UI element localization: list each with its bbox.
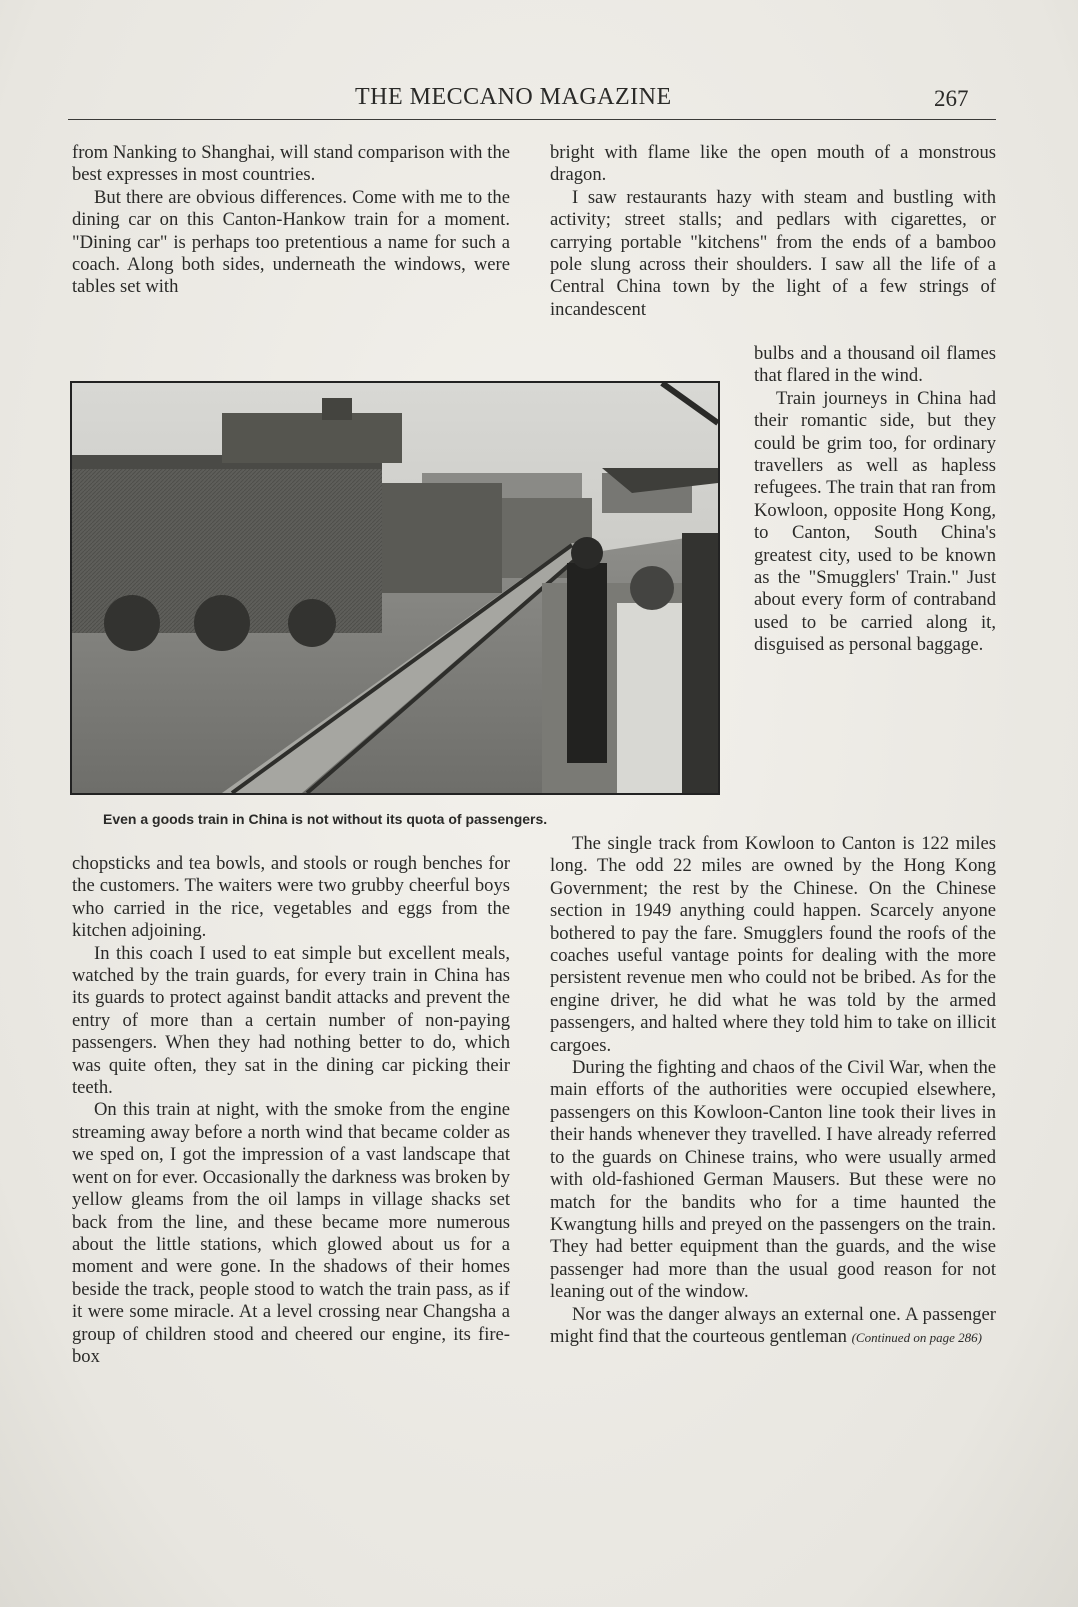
left-column-bottom [72, 853, 510, 1368]
paragraph-text: Nor was the danger always an external one. A passenger might find that the courteous gentleman [550, 1303, 996, 1347]
photo-caption: Even a goods train in China is not without its quota of passengers. [103, 811, 548, 827]
paragraph: During the fighting and chaos of the Civil War, when the main efforts of the authorities were occupied elsewhere, passengers on this Kowloon-Canton line took their lives in their hands whenever they travelled. I have already referred to the guards on Chinese trains, who were usually armed with old-fashioned German Mausers. But these were no match for the bandits who for a time haunted the Kwangtung hills and preyed on the passengers on the train. They had better equipment than the guards, and the wise passenger had more than the usual good reason for not leaning out of the window. [550, 1057, 996, 1303]
paragraph: Train journeys in China had their romantic side, but they could be grim too, for ordinary travellers as well as hapless refugees. The train that ran from Kowloon, opposite Hong Kong, to Canton, South China's greatest city, used to be known as the "Smugglers' Train." Just about every form of contraband used to be carried along it, disguised as personal baggage. [754, 387, 996, 656]
paragraph: I saw restaurants hazy with steam and bustling with activity; street stalls; and pedlars with cigarettes, or carrying portable "kitchens" from the ends of a bamboo pole slung across their shoulders. I saw all the life of a Central China town by the light of a few strings of incandescent [550, 186, 996, 320]
header-rule [68, 119, 996, 120]
paragraph: bulbs and a thousand oil flames that flared in the wind. [754, 343, 996, 387]
paragraph: The single track from Kowloon to Canton is 122 miles long. The odd 22 miles are owned by the Hong Kong Government; the rest by the Chinese. On the Chinese section in 1949 anything could happen. Scarcely anyone bothered to pay the fare. Smugglers found the roofs of the coaches useful vantage points for dealing with the more persistent revenue men who could not be bribed. As for the engine driver, he did what he was told by the armed passengers, and halted where they told him to take on illicit cargoes. [550, 833, 996, 1056]
paragraph [550, 1304, 996, 1350]
paragraph: On this train at night, with the smoke from the engine streaming away before a north wind that became colder as we sped on, I got the impression of a vast landscape that went on for ever. Occasionally the darkness was broken by yellow gleams from the oil lamps in village shacks set back from the line, and these became more numerous about the little stations, which glowed about us for a moment and were gone. In the shadows of their homes beside the track, people stood to watch the train pass, as if it were some miracle. At a level crossing near Changsha a group of children stood and cheered our engine, its fire-box [72, 1099, 510, 1367]
paragraph: But there are obvious differences. Come with me to the dining car on this Canton-Hankow train for a moment. "Dining car" is perhaps too pretentious a name for such a coach. Along both sides, underneath the windows, were tables set with [72, 186, 510, 298]
continued-note: (Continued on page 286) [851, 1329, 982, 1345]
goods-train-photo [70, 381, 720, 795]
right-column-top [550, 142, 996, 321]
goods-train-image [72, 383, 718, 793]
right-column-beside-photo [754, 343, 996, 657]
page-number: 267 [934, 86, 969, 111]
paragraph: from Nanking to Shanghai, will stand comparison with the best expresses in most countries. [72, 142, 510, 186]
paragraph: bright with flame like the open mouth of a monstrous dragon. [550, 142, 996, 186]
paragraph: In this coach I used to eat simple but excellent meals, watched by the train guards, for every train in China has its guards to protect against bandit attacks and prevent the entry of more than a certain number of non-paying passengers. When they had nothing better to do, which was quite often, they sat in the dining car picking their teeth. [72, 942, 510, 1099]
left-column-top [72, 142, 510, 299]
magazine-title: THE MECCANO MAGAZINE [355, 84, 672, 110]
paragraph: chopsticks and tea bowls, and stools or rough benches for the customers. The waiters were two grubby cheerful boys who carried in the rice, vegetables and eggs from the kitchen adjoining. [72, 853, 510, 942]
right-column-bottom [550, 833, 996, 1349]
